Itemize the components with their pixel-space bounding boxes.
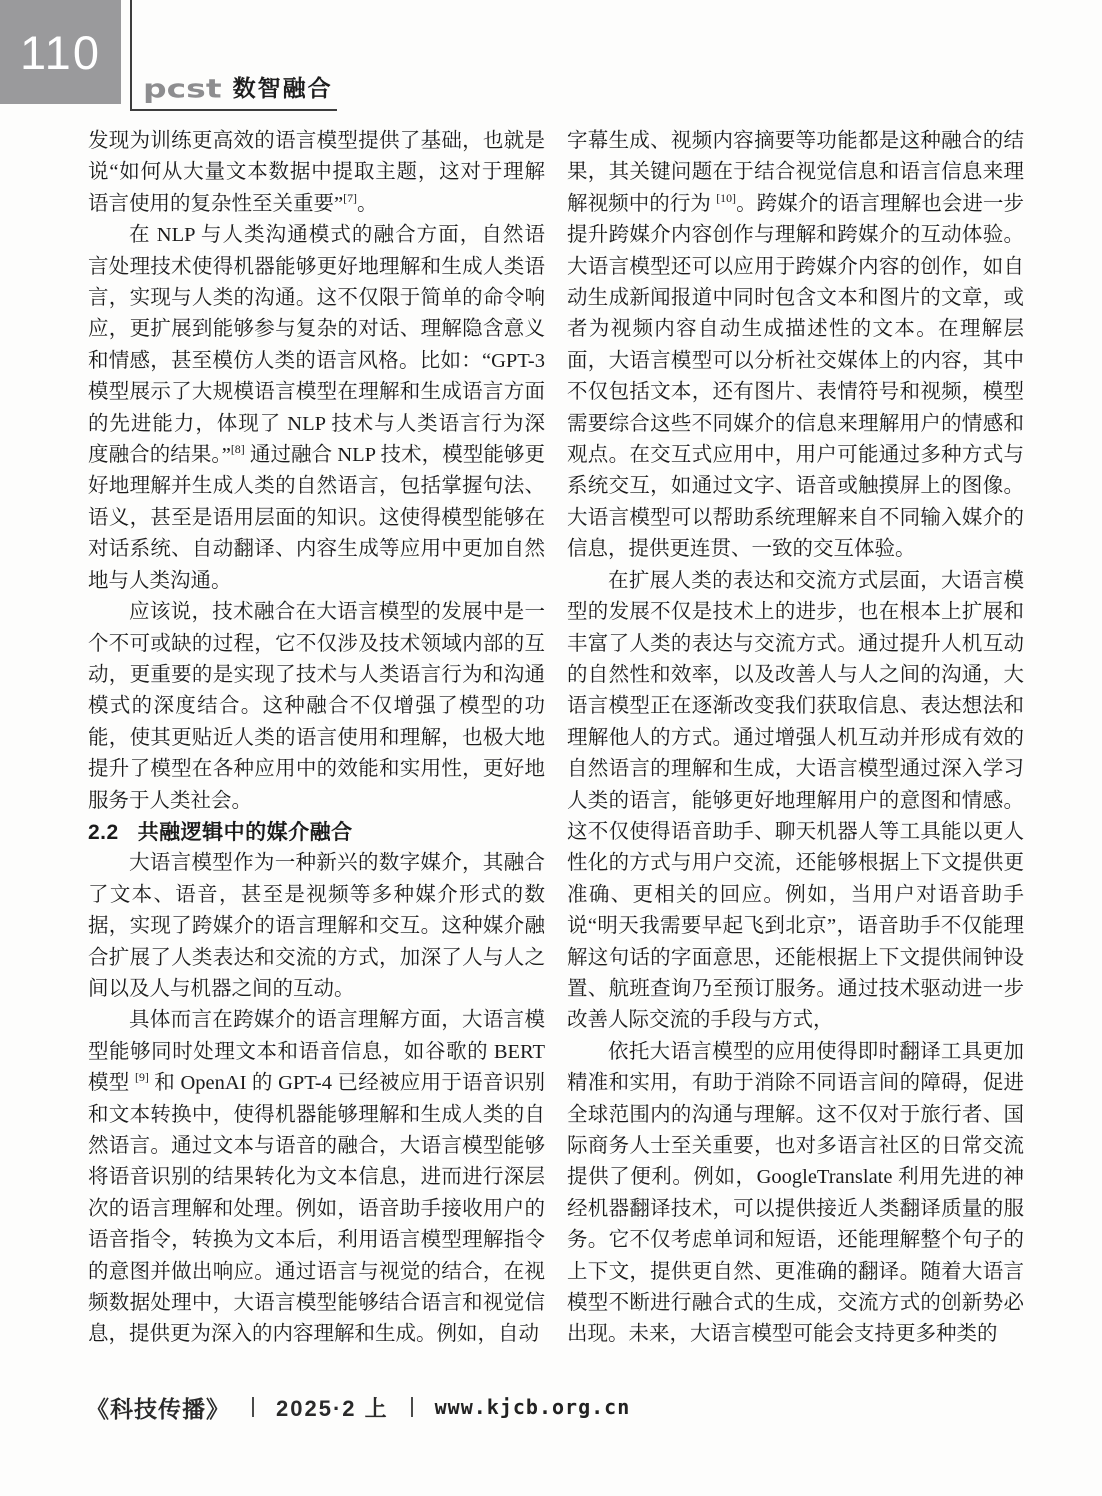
section-heading [88, 817, 545, 848]
article-body [88, 126, 1025, 1358]
header-rule-vertical [130, 0, 132, 111]
section-heading-number: 2.2 [88, 820, 119, 844]
page-number-box [0, 0, 121, 104]
pcst-logo: pcst [143, 73, 222, 104]
paragraph-continuation: 发现为训练更高效的语言模型提供了基础，也就是说“如何从大量文本数据中提取主题，这对于理解语言使用的复杂性至关重要”[7]。 [88, 130, 545, 215]
left-column [88, 126, 545, 1358]
footer-divider [252, 1397, 254, 1417]
journal-title: 《科技传播》 [86, 1395, 230, 1422]
footer-divider [411, 1397, 413, 1417]
paragraph-media-intro: 大语言模型作为一种新兴的数字媒介，其融合了文本、语音，甚至是视频等多种媒介形式的数据，实现了跨媒介的语言理解和交互。这种媒介融合扩展了人类表达和交流的方式，加深了人与人之间以及人与机器之间的互动。 [88, 852, 545, 1000]
issue-label: 2025·2 上 [276, 1395, 389, 1421]
journal-website: www.kjcb.org.cn [434, 1395, 631, 1419]
section-label: 数智融合 [232, 75, 333, 101]
journal-header [143, 72, 333, 105]
paragraph-subtitle-generation: 字幕生成、视频内容摘要等功能都是这种融合的结果，其关键问题在于结合视觉信息和语言信息来理解视频中的行为 [10]。跨媒介的语言理解也会进一步提升跨媒介内容创作与理解和跨媒介的互动体验。大语言模型还可以应用于跨媒介内容的创作，如自动生成新闻报道中同时包含文本和图片的文章，或者为视频内容自动生成描述性的文本。在理解层面，大语言模型可以分析社交媒体上的内容，其中不仅包括文本，还有图片、表情符号和视频，模型需要综合这些不同媒介的信息来理解用户的情感和观点。在交互式应用中，用户可能通过多种方式与系统交互，如通过文字、语音或触摸屏上的图像。大语言模型可以帮助系统理解来自不同输入媒介的信息，提供更连贯、一致的交互体验。 [567, 130, 1025, 561]
page-footer [86, 1392, 630, 1422]
section-heading-title: 共融逻辑中的媒介融合 [137, 820, 353, 844]
header-rule-horizontal [130, 109, 337, 111]
paragraph-nlp-fusion: 在 NLP 与人类沟通模式的融合方面，自然语言处理技术使得机器能够更好地理解和生成人类语言，实现与人类的沟通。这不仅限于简单的命令响应，更扩展到能够参与复杂的对话、理解隐含意义和情感，甚至模仿人类的语言风格。比如：“GPT-3 模型展示了大规模语言模型在理解和生成语言方面的先进能力，体现了 NLP 技术与人类语言行为深度融合的结果。”[8] 通过融合 NLP 技术，模型能够更好地理解并生成人类的自然语言，包括掌握句法、语义，甚至是语用层面的知识。这使得模型能够在对话系统、自动翻译、内容生成等应用中更加自然地与人类沟通。 [88, 224, 545, 592]
page-number: 110 [20, 25, 101, 79]
paragraph-translation: 依托大语言模型的应用使得即时翻译工具更加精准和实用，有助于消除不同语言间的障碍，促进全球范围内的沟通与理解。这不仅对于旅行者、国际商务人士至关重要，也对多语言社区的日常交流提供了便利。例如，GoogleTranslate 利用先进的神经机器翻译技术，可以提供接近人类翻译质量的服务。它不仅考虑单词和短语，还能理解整个句子的上下文，提供更自然、更准确的翻译。随着大语言模型不断进行融合式的生成，交流方式的创新势必出现。未来，大语言模型可能会支持更多种类的 [567, 1040, 1024, 1346]
paragraph-expression-expansion: 在扩展人类的表达和交流方式层面，大语言模型的发展不仅是技术上的进步，也在根本上扩展和丰富了人类的表达与交流方式。通过提升人机互动的自然性和效率，以及改善人与人之间的沟通，大语言模型正在逐渐改变我们获取信息、表达想法和理解他人的方式。通过增强人机互动并形成有效的自然语言的理解和生成，大语言模型通过深入学习人类的语言，能够更好地理解用户的意图和情感。这不仅使得语音助手、聊天机器人等工具能以更人性化的方式与用户交流，还能够根据上下文提供更准确、更相关的回应。例如，当用户对语音助手说“明天我需要早起飞到北京”，语音助手不仅能理解这句话的字面意思，还能根据上下文提供闹钟设置、航班查询乃至预订服务。通过技术驱动进一步改善人际交流的手段与方式， [567, 569, 1024, 1032]
right-column [567, 126, 1024, 1358]
paragraph-cross-media: 具体而言在跨媒介的语言理解方面，大语言模型能够同时处理文本和语音信息，如谷歌的 BERT 模型 [9] 和 OpenAI 的 GPT-4 已经被应用于语音识别和文本转换中，使得机器能够理解和生成人类的自然语言。通过文本与语音的融合，大语言模型能够将语音识别的结果转化为文本信息，进而进行深层次的语言理解和处理。例如，语音助手接收用户的语音指令，转换为文本后，利用语言模型理解指令的意图并做出响应。通过语言与视觉的结合，在视频数据处理中，大语言模型能够结合语言和视觉信息，提供更为深入的内容理解和生成。例如，自动 [88, 1009, 545, 1346]
paragraph-tech-fusion: 应该说，技术融合在大语言模型的发展中是一个不可或缺的过程，它不仅涉及技术领域内部的互动，更重要的是实现了技术与人类语言行为和沟通模式的深度结合。这种融合不仅增强了模型的功能，使其更贴近人类的语言使用和理解，也极大地提升了模型在各种应用中的效能和实用性，更好地服务于人类社会。 [88, 601, 545, 812]
